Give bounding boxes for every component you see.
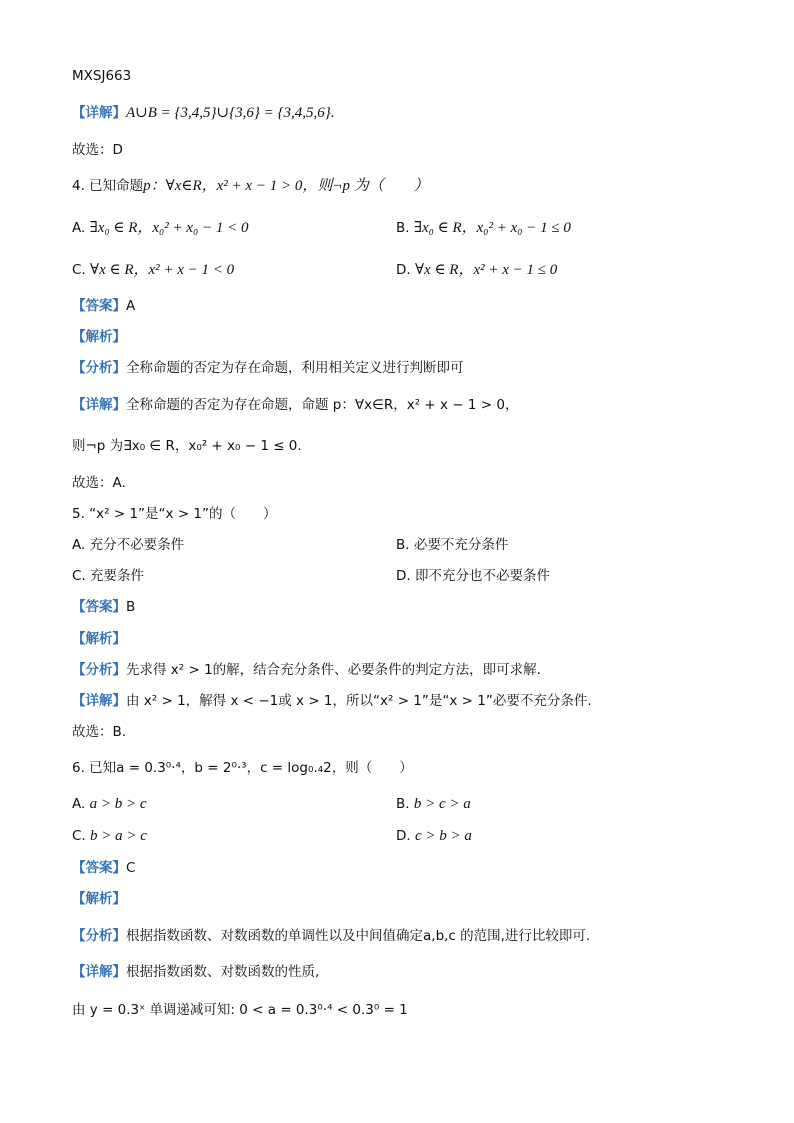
- answer-tag: 【答案】: [72, 298, 126, 314]
- q5-choose: 故选：B.: [72, 724, 127, 740]
- q6-detail-2: 由 y = 0.3ˣ 单调递减可知: 0 < a = 0.3⁰·⁴ < 0.3⁰ = 1: [72, 1002, 408, 1018]
- method-text: 先求得 x² > 1的解，结合充分条件、必要条件的判定方法，即可求解.: [126, 662, 541, 678]
- q4-option-b: [396, 218, 571, 238]
- option-text: ∀x ∈ R，x² + x − 1 < 0: [90, 262, 235, 278]
- option-text: ∀x ∈ R，x² + x − 1 ≤ 0: [414, 262, 558, 278]
- detail-text: 全称命题的否定为存在命题，命题 p：∀x∈R，x² + x − 1 > 0，: [126, 397, 519, 413]
- option-text: b > a > c: [90, 828, 147, 844]
- option-text: 充分不必要条件: [89, 537, 185, 553]
- q6-method: [72, 926, 590, 946]
- q3-detail: [72, 103, 334, 123]
- option-label: C.: [72, 262, 86, 278]
- analysis-tag: 【解析】: [72, 891, 126, 907]
- header-code: MXSJ663: [72, 68, 132, 84]
- option-label: D.: [396, 262, 411, 278]
- q5-analysis-tag: [72, 629, 126, 649]
- method-text: 全称命题的否定为存在命题，利用相关定义进行判断即可: [126, 360, 464, 376]
- q6-stem: 6. 已知a = 0.3⁰·⁴，b = 2⁰·³，c = log₀.₄2，则（ ）: [72, 760, 413, 776]
- q6-option-d: [396, 826, 472, 846]
- detail-tag: 【详解】: [72, 397, 126, 413]
- q4-option-d: [396, 260, 557, 280]
- q5-option-a: [72, 535, 184, 555]
- q4-choose: 故选：A.: [72, 475, 126, 491]
- answer-value: A: [126, 298, 136, 314]
- option-text: 必要不充分条件: [413, 537, 509, 553]
- q6-option-a: [72, 794, 147, 814]
- option-text: 即不充分也不必要条件: [414, 568, 550, 584]
- option-text: a > b > c: [89, 796, 147, 812]
- option-text: b > c > a: [413, 796, 471, 812]
- q4-detail: [72, 395, 518, 415]
- q4-answer: [72, 296, 135, 316]
- detail-tag: 【详解】: [72, 105, 126, 121]
- q3-choose: 故选：D: [72, 142, 123, 158]
- q4-stem-math: p：∀x∈R，x² + x − 1 > 0，则¬p 为（ ）: [143, 178, 429, 194]
- q4-stem-prefix: 4. 已知命题: [72, 178, 144, 194]
- option-label: D.: [396, 828, 411, 844]
- option-label: C.: [72, 828, 86, 844]
- method-tag: 【分析】: [72, 928, 126, 944]
- detail-text: 由 x² > 1，解得 x < −1或 x > 1，所以“x² > 1”是“x > 1”必要不充分条件.: [126, 693, 592, 709]
- q5-option-c: [72, 566, 144, 586]
- method-tag: 【分析】: [72, 360, 126, 376]
- option-text: 充要条件: [90, 568, 145, 584]
- q5-detail: [72, 691, 592, 711]
- option-label: A.: [72, 220, 86, 236]
- detail-tag: 【详解】: [72, 693, 126, 709]
- q4-analysis-tag: [72, 327, 126, 347]
- option-label: A.: [72, 796, 86, 812]
- detail-tag: 【详解】: [72, 964, 126, 980]
- q6-option-b: [396, 794, 471, 814]
- option-label: B.: [396, 220, 410, 236]
- q4-stem: [72, 176, 429, 196]
- method-tag: 【分析】: [72, 662, 126, 678]
- option-text: c > b > a: [414, 828, 472, 844]
- option-label: A.: [72, 537, 86, 553]
- option-text: ∃x₀ ∈ R，x₀² + x₀ − 1 < 0: [89, 220, 249, 236]
- option-label: D.: [396, 568, 411, 584]
- option-label: C.: [72, 568, 86, 584]
- q5-stem: 5. “x² > 1”是“x > 1”的（ ）: [72, 506, 277, 522]
- q4-detail-2: 则¬p 为∃x₀ ∈ R，x₀² + x₀ − 1 ≤ 0.: [72, 438, 302, 454]
- q4-method: [72, 358, 464, 378]
- q5-option-b: [396, 535, 508, 555]
- q6-detail: [72, 962, 319, 982]
- answer-value: C: [126, 860, 136, 876]
- q5-option-d: [396, 566, 550, 586]
- q5-answer: [72, 597, 135, 617]
- answer-tag: 【答案】: [72, 860, 126, 876]
- q5-method: [72, 660, 541, 680]
- analysis-tag: 【解析】: [72, 631, 126, 647]
- q4-option-c: [72, 260, 234, 280]
- option-label: B.: [396, 796, 410, 812]
- q6-answer: [72, 858, 135, 878]
- analysis-tag: 【解析】: [72, 329, 126, 345]
- option-label: B.: [396, 537, 410, 553]
- q6-analysis-tag: [72, 889, 126, 909]
- method-text: 根据指数函数、对数函数的单调性以及中间值确定a,b,c 的范围,进行比较即可.: [126, 928, 591, 944]
- answer-tag: 【答案】: [72, 599, 126, 615]
- q4-option-a: [72, 218, 248, 238]
- q6-option-c: [72, 826, 147, 846]
- answer-value: B: [126, 599, 136, 615]
- detail-text: 根据指数函数、对数函数的性质,: [126, 964, 320, 980]
- option-text: ∃x₀ ∈ R，x₀² + x₀ − 1 ≤ 0: [413, 220, 571, 236]
- q3-detail-math: A∪B = {3,4,5}∪{3,6} = {3,4,5,6}.: [126, 105, 335, 121]
